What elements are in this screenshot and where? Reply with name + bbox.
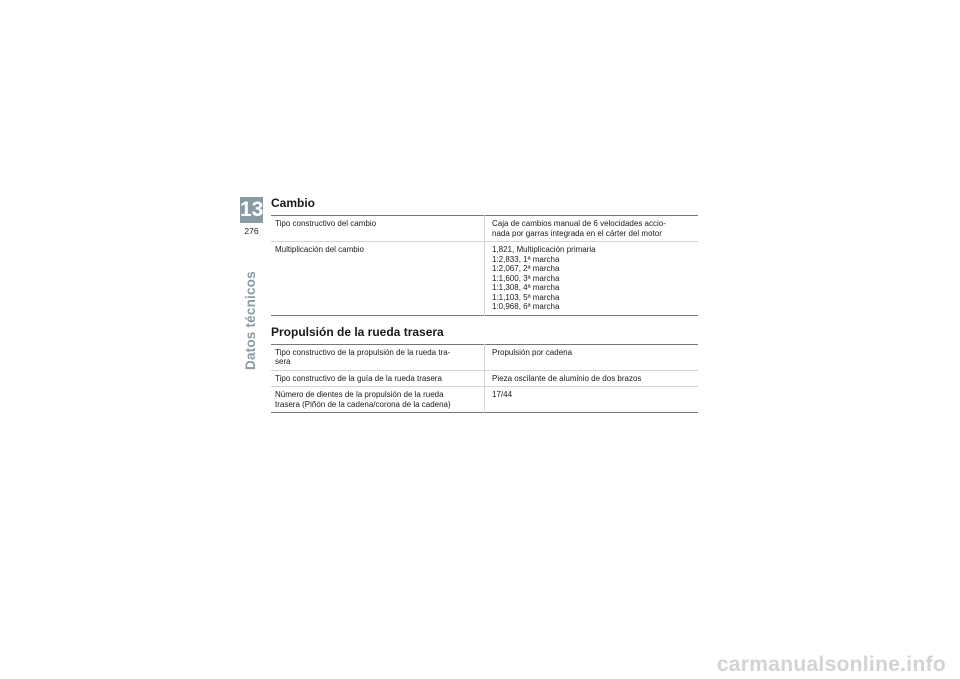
row-label: Multiplicación del cambio <box>271 242 485 316</box>
section-cambio <box>271 196 698 316</box>
table-row <box>271 387 698 413</box>
section-title-cambio: Cambio <box>271 196 316 210</box>
watermark-text[interactable]: carmanualsonline.info <box>716 653 946 676</box>
table-row <box>271 344 698 370</box>
page-number: 276 <box>244 226 259 236</box>
row-value: Pieza oscilante de aluminio de dos brazos <box>485 370 699 387</box>
spec-table-cambio <box>271 215 698 316</box>
row-value: Caja de cambios manual de 6 velocidades accio- nada por garras integrada en el cárter del motor <box>492 219 666 238</box>
section-title-propulsion: Propulsión de la rueda trasera <box>271 324 444 339</box>
table-row <box>271 370 698 387</box>
row-value: 17/44 <box>485 387 699 413</box>
row-value: Propulsión por cadena <box>492 347 573 357</box>
spec-table-propulsion <box>271 344 698 414</box>
section-propulsion <box>271 325 698 414</box>
row-label: Número de dientes de la propulsión de la rueda trasera (Piñón de la cadena/corona de la cadena) <box>271 387 485 413</box>
spec-content <box>271 196 698 413</box>
row-value: 1,821, Multiplicación primaria 1:2,833, 1ª marcha 1:2,067, 2ª marcha 1:1,600, 3ª marcha 1:1,308, 4ª marcha 1:1,103, 5ª marcha 1:0,968, 6ª marcha <box>485 242 699 316</box>
chapter-side-title: Datos técnicos <box>243 271 258 370</box>
row-label: Tipo constructivo de la propulsión de la rueda tra- sera <box>271 344 485 370</box>
chapter-number: 13 <box>240 198 264 221</box>
row-label: Tipo constructivo de la guía de la rueda trasera <box>271 370 485 387</box>
row-label: Tipo constructivo del cambio <box>271 216 485 242</box>
table-row <box>271 242 698 316</box>
table-row <box>271 216 698 242</box>
